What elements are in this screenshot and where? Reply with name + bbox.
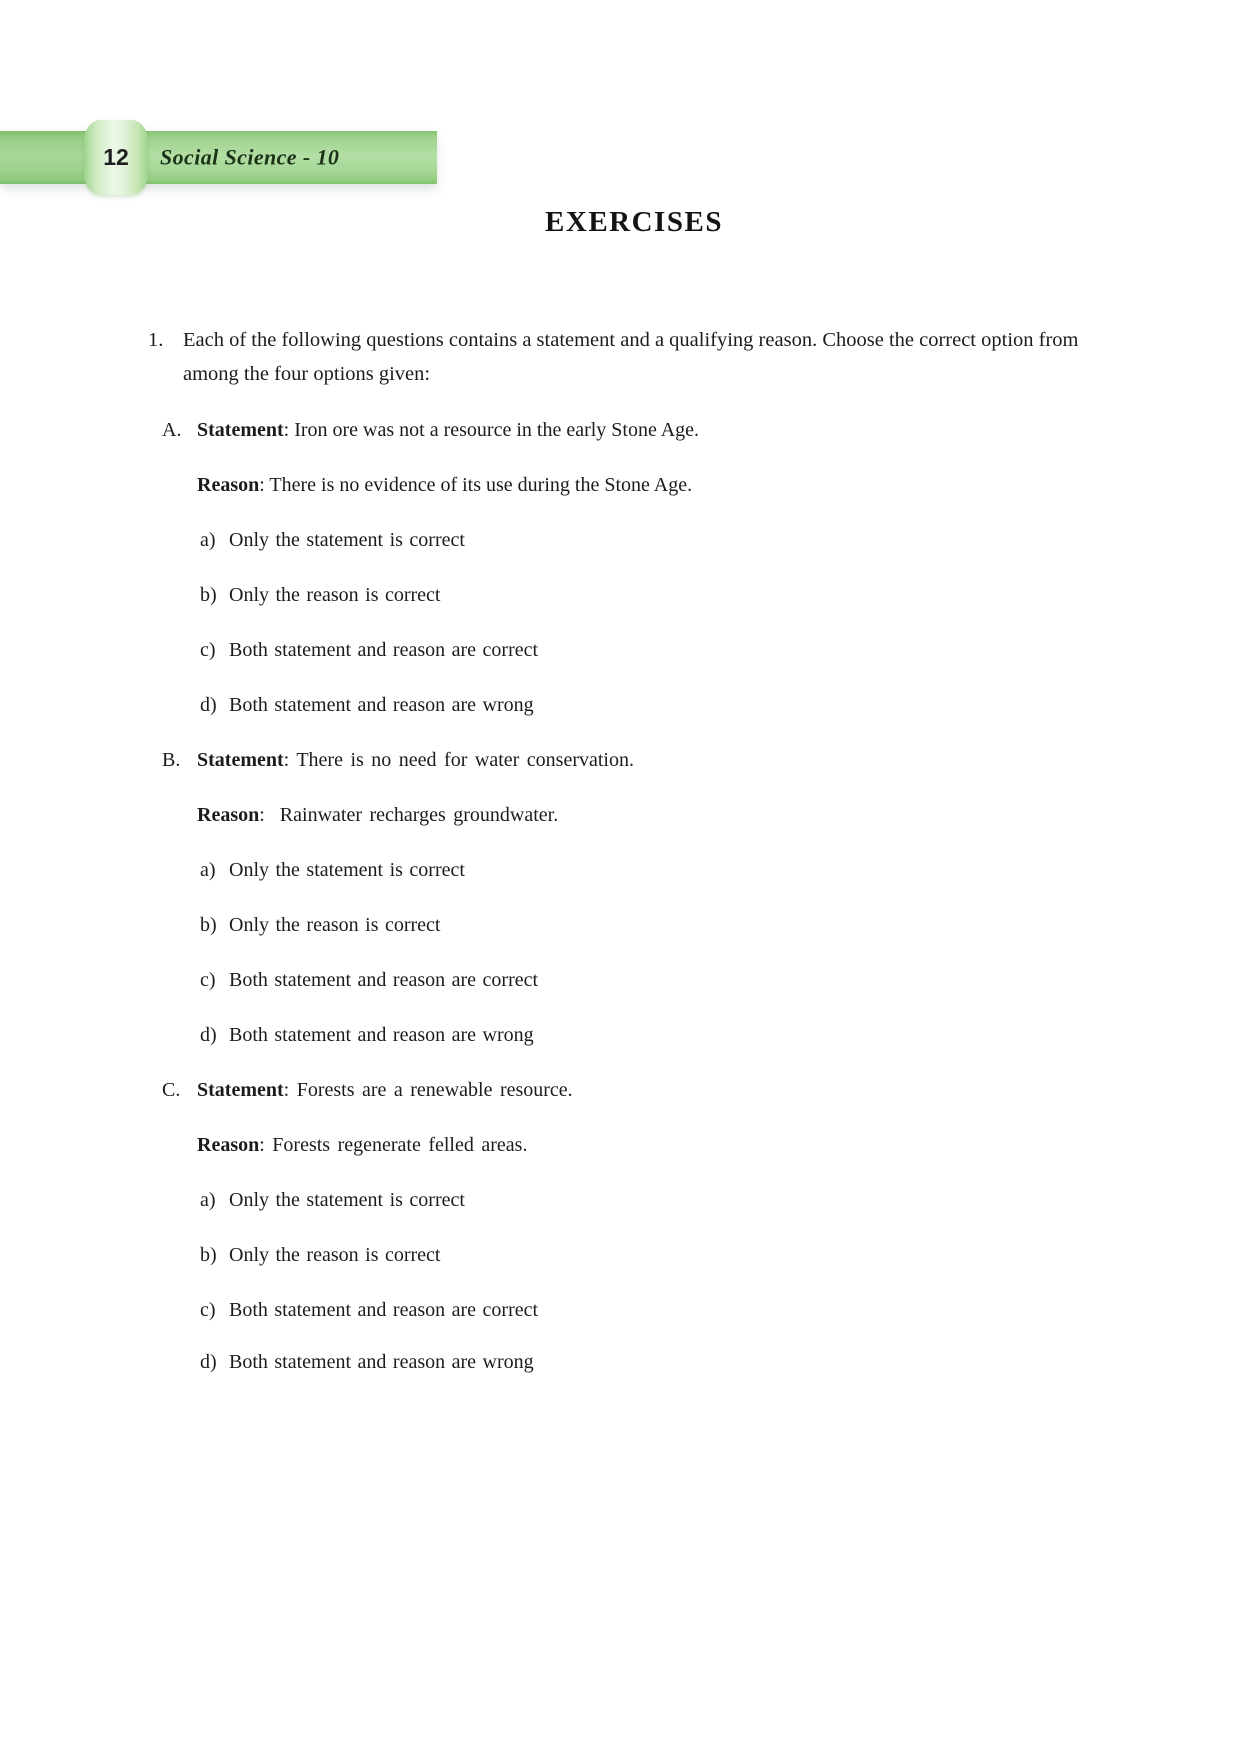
reason-text: : Rainwater recharges groundwater.: [259, 804, 559, 826]
option-text: Both statement and reason are correct: [229, 639, 539, 661]
option-line: [200, 1350, 534, 1374]
statement-label: Statement: [197, 1079, 284, 1101]
option-marker: c): [200, 639, 216, 661]
page-number: 12: [103, 144, 129, 170]
option-line: [200, 913, 440, 937]
header-banner: [0, 131, 437, 184]
question-intro-row: [148, 323, 1088, 391]
question-number: 1.: [148, 329, 164, 351]
reason-label: Reason: [197, 804, 260, 826]
book-title: Social Science - 10: [160, 143, 340, 169]
reason-line: [197, 473, 692, 497]
option-marker: d): [200, 1024, 217, 1046]
statement-line: [162, 748, 634, 772]
option-text: Only the statement is correct: [229, 529, 465, 551]
reason-text: : There is no evidence of its use during the Stone Age.: [259, 474, 693, 496]
statement-text: : There is no need for water conservation.: [283, 749, 634, 771]
option-text: Both statement and reason are correct: [229, 969, 539, 991]
option-line: [200, 858, 465, 882]
reason-line: [197, 803, 558, 827]
option-line: [200, 528, 465, 552]
option-marker: d): [200, 694, 217, 716]
statement-line: [162, 1078, 573, 1102]
option-marker: b): [200, 1244, 217, 1266]
item-letter: A.: [162, 419, 182, 441]
item-letter: C.: [162, 1079, 181, 1101]
reason-line: [197, 1133, 527, 1157]
option-text: Only the statement is correct: [229, 1189, 465, 1211]
statement-line: [162, 418, 699, 442]
reason-label: Reason: [197, 474, 260, 496]
option-text: Both statement and reason are correct: [229, 1299, 539, 1321]
option-line: [200, 1243, 440, 1267]
statement-label: Statement: [197, 749, 284, 771]
option-marker: c): [200, 969, 216, 991]
statement-text: : Forests are a renewable resource.: [283, 1079, 573, 1101]
option-marker: d): [200, 1351, 217, 1373]
option-text: Both statement and reason are wrong: [229, 1351, 534, 1373]
option-marker: b): [200, 584, 217, 606]
page-title: EXERCISES: [545, 206, 723, 238]
option-text: Only the reason is correct: [229, 584, 441, 606]
item-letter: B.: [162, 749, 181, 771]
option-line: [200, 638, 538, 662]
option-line: [200, 583, 440, 607]
banner-left-segment: [0, 131, 84, 184]
option-text: Only the statement is correct: [229, 859, 465, 881]
page-number-ribbon: [84, 120, 148, 195]
option-marker: a): [200, 859, 216, 881]
statement-text: : Iron ore was not a resource in the early Stone Age.: [283, 419, 700, 441]
option-text: Only the reason is correct: [229, 914, 441, 936]
option-marker: b): [200, 914, 217, 936]
option-marker: a): [200, 1189, 216, 1211]
reason-label: Reason: [197, 1134, 260, 1156]
option-text: Both statement and reason are wrong: [229, 694, 534, 716]
question-intro: Each of the following questions contains a statement and a qualifying reason. Choose the correct option from among the four options given:: [183, 329, 1079, 385]
option-marker: a): [200, 529, 216, 551]
option-line: [200, 1023, 534, 1047]
option-text: Only the reason is correct: [229, 1244, 441, 1266]
statement-label: Statement: [197, 419, 284, 441]
reason-text: : Forests regenerate felled areas.: [259, 1134, 528, 1156]
option-text: Both statement and reason are wrong: [229, 1024, 534, 1046]
option-line: [200, 1188, 465, 1212]
option-marker: c): [200, 1299, 216, 1321]
option-line: [200, 1298, 538, 1322]
option-line: [200, 968, 538, 992]
option-line: [200, 693, 534, 717]
